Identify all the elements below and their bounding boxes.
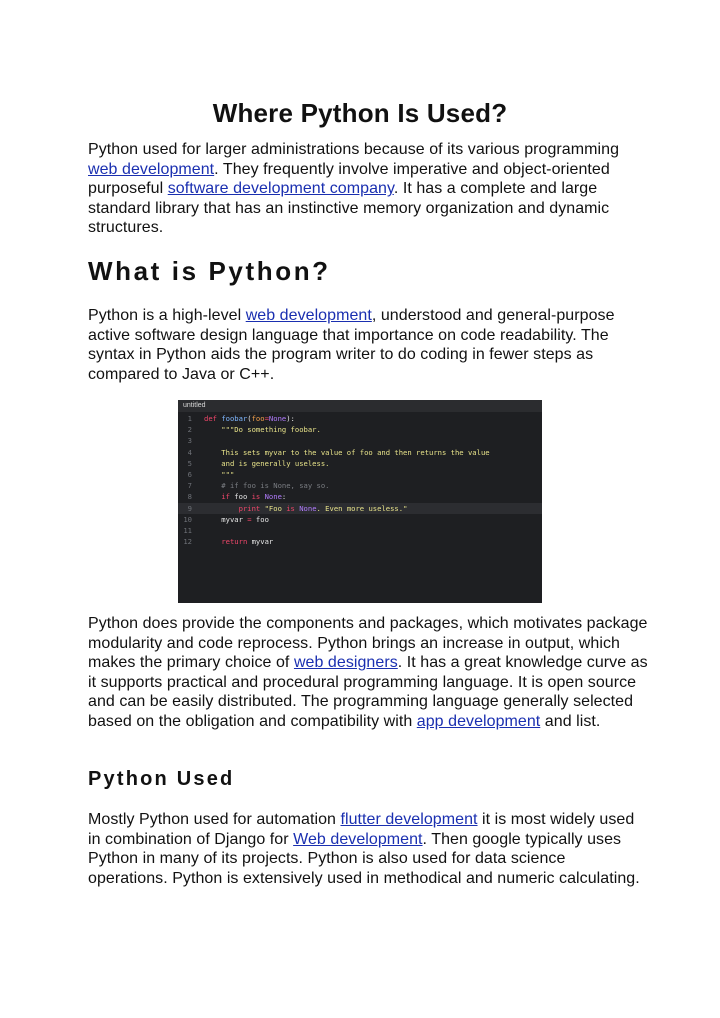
link-web-development[interactable]: web development [88, 160, 215, 178]
code-line [178, 480, 542, 491]
line-number: 10 [183, 514, 192, 524]
code-line [178, 536, 542, 547]
code-text: print "Foo is None. Even more useless." [238, 503, 408, 513]
line-number: 9 [187, 503, 192, 513]
code-line [178, 514, 542, 525]
code-line [178, 491, 542, 502]
code-text: return myvar [221, 537, 274, 547]
link-web-development[interactable]: web development [245, 307, 372, 324]
line-number: 7 [187, 481, 192, 491]
line-number: 1 [187, 414, 192, 423]
code-line [178, 424, 542, 435]
code-editor-image [178, 400, 542, 603]
code-line [178, 447, 542, 458]
code-text: """ [204, 469, 235, 479]
line-number: 6 [187, 469, 192, 479]
line-number: 5 [187, 458, 192, 468]
page-title: Where Python Is Used? [212, 98, 508, 128]
code-lines [178, 412, 542, 547]
paragraph-text: . They frequently involve imperative and object-oriented purposeful [88, 160, 610, 198]
line-number: 3 [187, 436, 192, 446]
line-number: 2 [187, 425, 192, 435]
code-text: if foo is None: [221, 492, 287, 502]
link-software-development-company[interactable]: software development company [167, 180, 394, 198]
paragraph-text: Python does provide the components and packages, which motivates package modularity and code reprocess. Python brings an increase in output, which makes the primary choice of [88, 615, 648, 672]
paragraph-text: . It has a great knowledge curve as it supports practical and procedural programming language. It is open source and can be easily distributed. The programming language generally selected based on the obligation and compatibility with [88, 654, 648, 730]
link-web-designers[interactable]: web designers [293, 654, 398, 672]
link-app-development[interactable]: app development [416, 712, 541, 730]
code-line [178, 413, 542, 424]
line-number: 11 [183, 525, 192, 535]
code-line [178, 458, 542, 469]
code-line [178, 469, 542, 480]
heading-python-used: Python Used [88, 768, 235, 790]
line-number: 8 [187, 492, 192, 502]
paragraph-python-used [88, 810, 648, 888]
paragraph-text: . It has a complete and large standard library that has an instinctive memory organization and dynamic structures. [88, 180, 610, 237]
code-text: and is generally useless. [204, 458, 330, 468]
code-text: myvar = foo [204, 514, 269, 524]
code-text: # if foo is None, say so. [204, 481, 330, 491]
link-flutter-development[interactable]: flutter development [340, 811, 478, 828]
paragraph-text: and list. [540, 712, 601, 730]
heading-what-is-python: What is Python? [88, 256, 331, 286]
paragraph-text: , understood and general-purpose active software design language that importance on code readability. The syntax in Python aids the program writer to do coding in fewer steps as compared to Java or C++. [88, 307, 615, 383]
paragraph-text: . Then google typically uses Python in many of its projects. Python is also used for data science operations. Python is extensively used in methodical and numeric calculating. [88, 830, 640, 887]
paragraph-what-is-python [88, 306, 648, 384]
link-web-development-2[interactable]: Web development [293, 830, 423, 848]
paragraph-text: it is most widely used in combination of Django for [88, 811, 635, 848]
code-text: This sets myvar to the value of foo and then returns the value [204, 447, 490, 457]
code-text: def foobar(foo=None): [204, 414, 295, 423]
code-line [178, 525, 542, 536]
code-line [178, 435, 542, 446]
line-number: 12 [183, 537, 192, 547]
paragraph-text: Mostly Python used for automation [88, 811, 341, 828]
paragraph-where-used [88, 140, 648, 238]
paragraph-text: Python is a high-level [88, 307, 246, 324]
line-number: 4 [187, 447, 192, 457]
code-line [178, 503, 542, 514]
code-text: """Do something foobar. [204, 425, 321, 435]
paragraph-text: Python used for larger administrations because of its various programming [88, 141, 620, 158]
editor-tab-title: untitled [178, 400, 542, 412]
paragraph-components [88, 614, 648, 732]
